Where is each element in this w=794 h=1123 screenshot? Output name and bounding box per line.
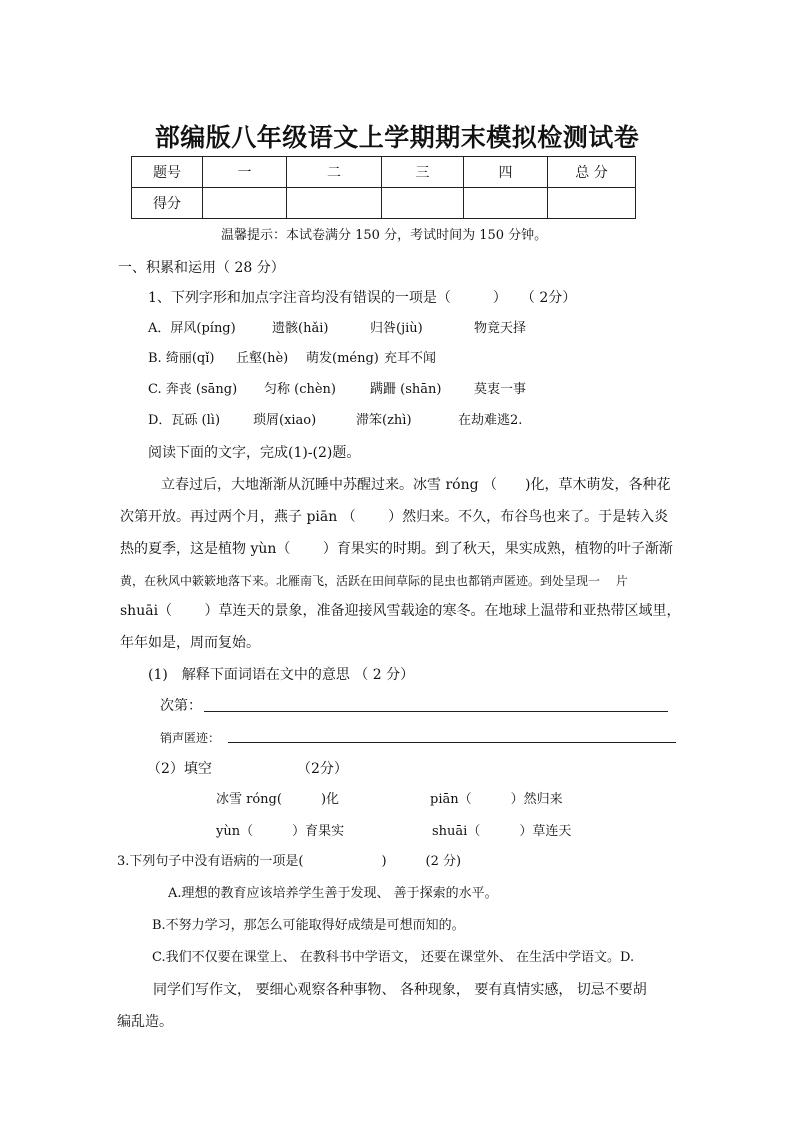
option-c-item: 匀称 (chèn) <box>264 382 336 397</box>
q3-option-b: B.不努力学习，那怎么可能取得好成绩是可想而知的。 <box>152 918 465 933</box>
score-cell[interactable] <box>203 188 287 219</box>
option-d-item: 琐屑(xiao) <box>253 413 317 428</box>
option-d-item: 滞笨(zhì) <box>356 413 412 428</box>
q3-option-a: A.理想的教育应该培养学生善于发现、 善于探索的水平。 <box>168 886 498 901</box>
option-a-item: 物竟天择 <box>474 321 527 336</box>
option-b-item: 丘壑(hè) <box>236 351 289 366</box>
subquestion-2-points: （2分） <box>297 761 348 777</box>
score-table-score-row <box>132 188 636 219</box>
term-cidi-label: 次第： <box>160 698 202 714</box>
fill-blank-item: 冰雪 róng( )化 <box>216 792 340 807</box>
score-table <box>131 156 636 219</box>
option-c-item: 蹒跚 (shān) <box>370 382 442 397</box>
option-b-item: 萌发(méng) <box>306 351 379 366</box>
score-cell[interactable] <box>382 188 464 219</box>
score-header-cell: 总 分 <box>548 157 636 188</box>
option-a-item: 归咎(jiù) <box>370 321 423 336</box>
passage-line: 年年如是，周而复始。 <box>120 635 260 651</box>
fill-blank-item: shuāi（ ）草连天 <box>432 824 572 839</box>
score-table-header-row <box>132 157 636 188</box>
score-header-cell: 一 <box>203 157 287 188</box>
score-header-cell: 四 <box>464 157 548 188</box>
fill-blank-item: piān（ ）然归来 <box>430 792 563 807</box>
score-header-cell: 题号 <box>132 157 203 188</box>
q3-option-c: C.我们不仅要在课堂上、 在教科书中学语文， 还要在课堂外、 在生活中学语文。D. <box>152 950 635 965</box>
option-d-item: 在劫难逃2. <box>458 413 523 428</box>
page-title: 部编版八年级语文上学期期末模拟检测试卷 <box>154 123 640 152</box>
score-cell[interactable] <box>287 188 382 219</box>
score-cell[interactable] <box>464 188 548 219</box>
answer-line-cidi[interactable] <box>204 711 668 712</box>
option-c-item: C. 奔丧 (sāng) <box>148 382 238 397</box>
question-1-stem: 1、下列字形和加点字注音均没有错误的一项是（ ） （ 2分） <box>148 290 577 306</box>
passage-line: shuāi（ ）草连天的景象，准备迎接风雪载途的寒冬。在地球上温带和亚热带区域里， <box>120 603 681 619</box>
option-c-item: 莫衷一事 <box>474 382 527 397</box>
passage-line: 次第开放。再过两个月，燕子 piān （ ）然归来。不久，布谷鸟也来了。于是转入炎 <box>120 509 669 525</box>
passage-line: 黄，在秋风中簌簌地落下来。北雁南飞，活跃在田间草际的昆虫也都销声匿迹。到处呈现一 片 <box>120 574 628 588</box>
section-heading: 一、积累和运用（ 28 分） <box>118 260 285 276</box>
subquestion-2-label: （2）填空 <box>147 761 212 777</box>
term-xiaoshengniji-label: 销声匿迹： <box>160 731 221 745</box>
option-a-item: 遗骸(hǎi) <box>272 321 329 336</box>
option-b-item: B. 绮丽(qǐ) <box>148 351 215 366</box>
passage-line: 立春过后，大地渐渐从沉睡中苏醒过来。冰雪 róng （ )化，草木萌发，各种花 <box>161 477 671 493</box>
passage-line: 热的夏季，这是植物 yùn（ ）育果实的时期。到了秋天，果实成熟，植物的叶子渐渐 <box>120 541 673 557</box>
fill-blank-item: yùn（ ）育果实 <box>216 824 345 839</box>
exam-notice: 温馨提示：本试卷满分 150 分，考试时间为 150 分钟。 <box>221 228 548 243</box>
option-b-item: 充耳不闻 <box>384 351 437 366</box>
question-3-stem: 3.下列句子中没有语病的一项是( ) (2 分) <box>117 854 462 869</box>
score-row-label: 得分 <box>132 188 203 219</box>
score-header-cell: 二 <box>287 157 382 188</box>
q3-option-d-line1: 同学们写作文， 要细心观察各种事物、 各种现象， 要有真情实感， 切忌不要胡 <box>153 982 647 998</box>
score-cell[interactable] <box>548 188 636 219</box>
option-d-item: D．瓦砾 (lì) <box>148 413 221 428</box>
answer-line-xiaoshengniji[interactable] <box>228 742 676 743</box>
option-a-item: A．屏风(píng) <box>148 321 236 336</box>
subquestion-1-label: (1) 解释下面词语在文中的意思 （ 2 分） <box>148 667 415 683</box>
score-header-cell: 三 <box>382 157 464 188</box>
reading-instruction: 阅读下面的文字，完成(1)-(2)题。 <box>148 445 361 461</box>
q3-option-d-line2: 编乱造。 <box>117 1014 173 1030</box>
